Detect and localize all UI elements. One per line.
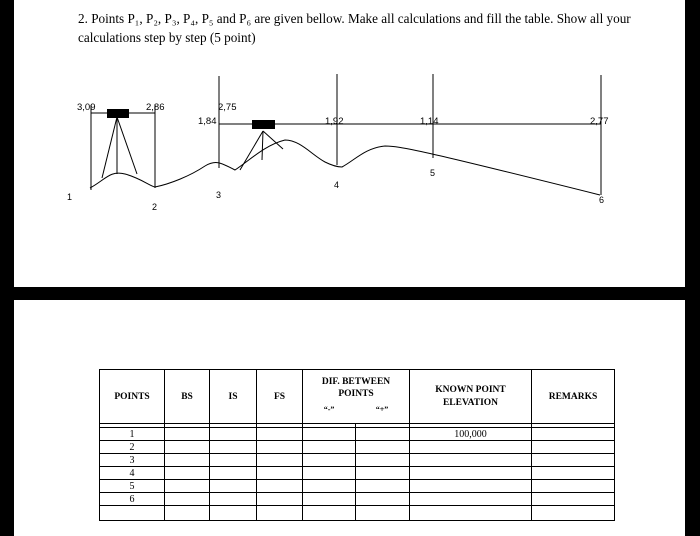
table-row-total [100,506,615,521]
table-row [100,480,615,493]
reading-5: 1,92 [325,116,344,127]
cell-known-elevation[interactable] [410,454,532,467]
cell-is[interactable] [210,441,257,454]
cell-remarks[interactable] [532,480,615,493]
point-label-1: 1 [67,192,73,202]
reading-1: 3,09 [77,102,96,113]
cell-is[interactable] [210,428,257,441]
row-point: 1 [100,428,165,441]
cell-plus[interactable] [356,454,410,467]
header-dif-line2: POINTS [338,389,374,399]
table-row [100,467,615,480]
tripod-2-center-leg [262,131,263,160]
cell-bs[interactable] [165,467,210,480]
header-known-point [410,370,532,424]
cell-fs[interactable] [257,480,303,493]
ground-profile [90,140,600,195]
cell-fs[interactable] [257,493,303,506]
point-label-2: 2 [152,202,158,212]
cell-bs[interactable] [165,480,210,493]
cell-remarks[interactable] [532,428,615,441]
tripod-1-left-leg [102,117,117,178]
header-plus: “+” [375,405,389,414]
table-row [100,428,615,441]
reading-4: 1,84 [198,116,217,127]
cell-remarks[interactable] [532,493,615,506]
row-point: 3 [100,454,165,467]
cell-known-elevation[interactable] [410,441,532,454]
row-point: 6 [100,493,165,506]
point-label-3: 3 [216,190,222,200]
cell-remarks[interactable] [532,467,615,480]
cell-fs[interactable] [257,441,303,454]
tripod-2-right-leg [263,131,283,149]
cell-known-elevation[interactable] [410,467,532,480]
table-header-row [100,370,615,424]
cell-minus[interactable] [303,467,356,480]
cell-fs[interactable] [257,454,303,467]
header-dif-line1: DIF. BETWEEN [321,377,391,387]
question-text: 2. Points P₁, P₂, P₃, P₄, P₅ and P₆ are given bellow. Make all calculations and fill the table. Show all your calculations step by step (5 point) [78,11,631,45]
row-point: 4 [100,467,165,480]
cell-is[interactable] [210,467,257,480]
cell-plus[interactable] [356,441,410,454]
cell-remarks[interactable] [532,454,615,467]
cell-minus[interactable] [303,428,356,441]
cell-remarks[interactable] [532,441,615,454]
header-kp-line2: ELEVATION [442,397,499,408]
cell-bs[interactable] [165,493,210,506]
cell-bs[interactable] [165,428,210,441]
level-instrument-2 [252,120,275,129]
cell-minus[interactable] [303,454,356,467]
reading-7: 2,77 [590,116,609,127]
row-point: 2 [100,441,165,454]
cell-known-elevation[interactable] [410,480,532,493]
point-label-6: 6 [599,195,605,205]
level-instrument-1 [107,109,129,118]
cell-plus[interactable] [356,428,410,441]
reading-6: 1,14 [420,116,439,127]
table-row [100,441,615,454]
table-row [100,493,615,506]
cell-fs[interactable] [257,467,303,480]
cell-plus[interactable] [356,480,410,493]
row-point: 5 [100,480,165,493]
reading-3: 2,75 [218,102,237,113]
header-bs: BS [165,370,210,424]
cell-bs[interactable] [165,454,210,467]
cell-is[interactable] [210,493,257,506]
reading-2: 2,86 [146,102,165,113]
tripod-2-left-leg [240,131,263,170]
header-minus: “-” [323,405,335,414]
header-remarks: REMARKS [532,370,615,424]
point-label-4: 4 [334,180,340,190]
cell-is[interactable] [210,454,257,467]
point-label-5: 5 [430,168,436,178]
header-kp-line1: KNOWN POINT [435,384,506,395]
cell-known-elevation[interactable] [410,493,532,506]
cell-minus[interactable] [303,480,356,493]
cell-bs[interactable] [165,441,210,454]
cell-is[interactable] [210,480,257,493]
cell-plus[interactable] [356,493,410,506]
cell-plus[interactable] [356,467,410,480]
cell-minus[interactable] [303,441,356,454]
header-is: IS [210,370,257,424]
leveling-table [99,369,615,521]
cell-known-elevation[interactable]: 100,000 [410,428,532,441]
tripod-1-right-leg [117,117,137,174]
header-fs: FS [257,370,303,424]
cell-minus[interactable] [303,493,356,506]
cell-fs[interactable] [257,428,303,441]
header-points: POINTS [100,370,165,424]
header-difference [303,370,410,424]
table-row [100,454,615,467]
